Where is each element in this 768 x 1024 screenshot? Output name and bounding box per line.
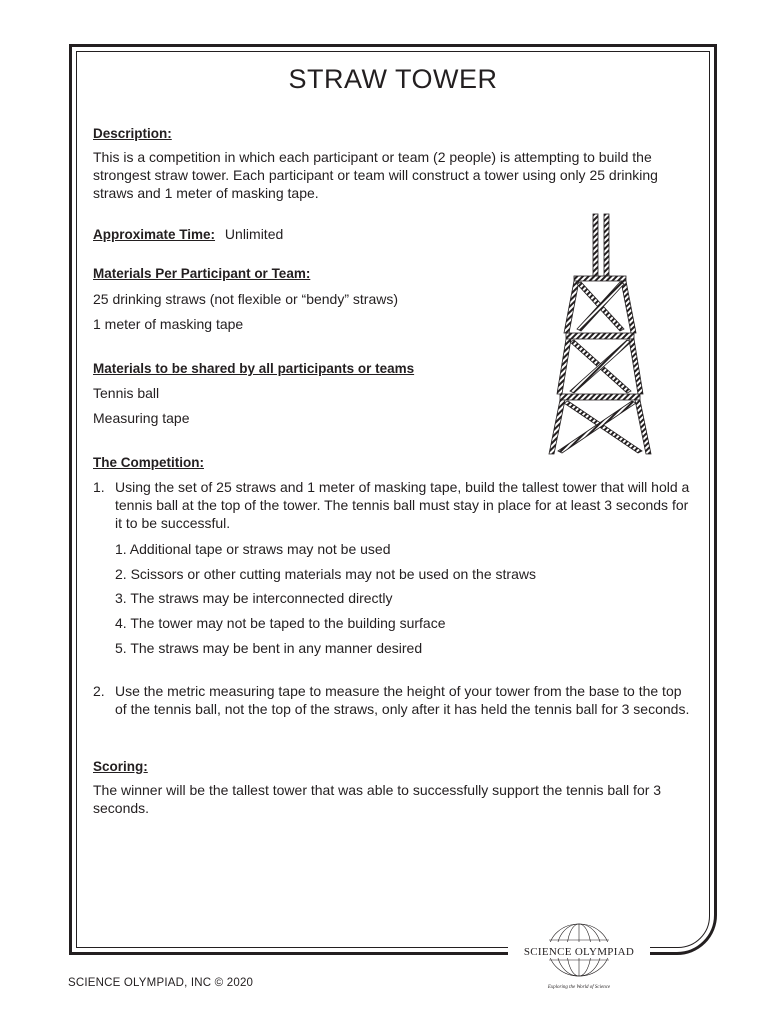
competition-heading: The Competition: [93, 455, 204, 470]
description-heading: Description: [93, 126, 172, 141]
rule-item: 3. The straws may be interconnected directly [115, 590, 393, 606]
time-value: Unlimited [224, 226, 284, 242]
materials-shared-heading: Materials to be shared by all participants or teams [93, 361, 415, 376]
svg-text:Exploring the World of Science: Exploring the World of Science [547, 985, 611, 990]
rule-item: 5. The straws may be bent in any manner desired [115, 640, 423, 656]
step-text: Use the metric measuring tape to measure the height of your tower from the base to the top of the tennis ball, not the top of the straws, only after it has held the tennis ball for 3 seconds. [115, 683, 690, 717]
step-text: Using the set of 25 straws and 1 meter of masking tape, build the tallest tower that will hold a tennis ball at the top of the tower. The tennis ball must stay in place for at least 3 seconds for it to be successful. [115, 479, 690, 531]
materials-team-heading: Materials Per Participant or Team: [93, 266, 311, 281]
materials-team-item: 1 meter of masking tape [93, 316, 244, 332]
time-label: Approximate Time: [93, 227, 216, 242]
materials-shared-item: Tennis ball [93, 385, 160, 401]
rule-item: 1. Additional tape or straws may not be used [115, 541, 391, 557]
document-body [93, 60, 693, 816]
page-title: STRAW TOWER [288, 64, 498, 94]
footer-copyright: SCIENCE OLYMPIAD, INC © 2020 [68, 977, 254, 989]
step-number: 2. [93, 683, 105, 699]
rule-item: 4. The tower may not be taped to the building surface [115, 615, 446, 631]
svg-text:SCIENCE OLYMPIAD: SCIENCE OLYMPIAD [523, 946, 635, 958]
science-olympiad-logo [508, 920, 650, 996]
materials-team-item: 25 drinking straws (not flexible or “bendy” straws) [93, 291, 399, 307]
scoring-text: The winner will be the tallest tower that was able to successfully support the tennis ball for 3 seconds. [93, 782, 662, 816]
step-number: 1. [93, 479, 105, 495]
rule-item: 2. Scissors or other cutting materials may not be used on the straws [115, 566, 536, 582]
approximate-time [93, 225, 283, 244]
straw-tower-illustration [544, 212, 656, 458]
scoring-heading: Scoring: [93, 759, 148, 774]
materials-shared-item: Measuring tape [93, 410, 190, 426]
description-text: This is a competition in which each participant or team (2 people) is attempting to build the strongest straw tower. Each participant or team will construct a tower using only 25 drinking straws and 1 meter of masking tape. [93, 149, 658, 201]
